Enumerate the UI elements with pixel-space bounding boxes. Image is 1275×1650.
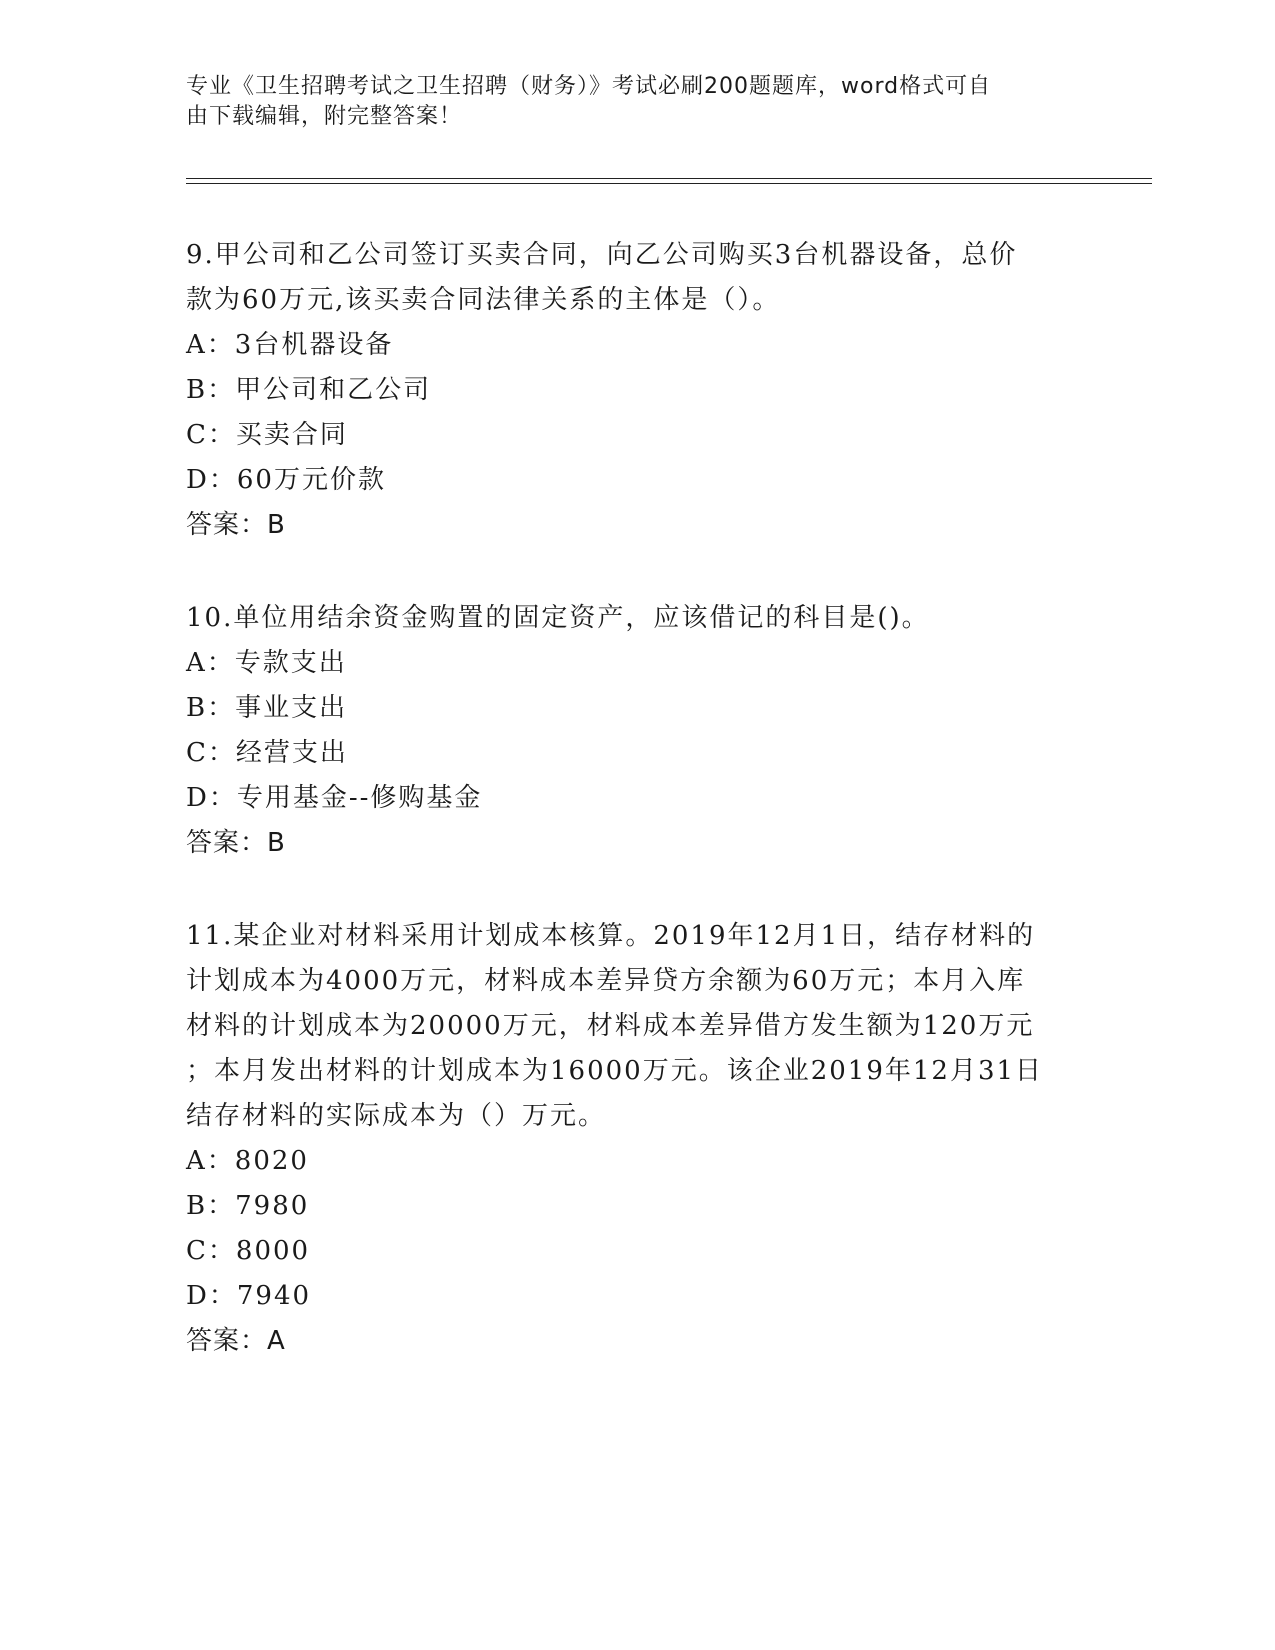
- option-text: 7940: [236, 1281, 312, 1311]
- option-text: 8020: [234, 1146, 309, 1176]
- option-key: C：: [186, 420, 236, 450]
- document-header: [186, 72, 1066, 132]
- option-d: [186, 1274, 1066, 1319]
- option-key: C：: [186, 1236, 236, 1266]
- option-d: [186, 776, 1066, 821]
- option-c: [186, 1229, 1066, 1274]
- option-key: D：: [186, 1281, 237, 1311]
- option-key: D：: [186, 465, 237, 495]
- question-stem-line: 款为60万元,该买卖合同法律关系的主体是（）。: [186, 285, 781, 315]
- option-a: [186, 641, 1066, 686]
- option-c: [186, 731, 1066, 776]
- question-11: [186, 914, 1066, 1364]
- option-text: 买卖合同: [235, 420, 348, 450]
- option-d: [186, 458, 1066, 503]
- question-stem-line: 9.甲公司和乙公司签订买卖合同，向乙公司购买3台机器设备，总价: [186, 240, 1018, 270]
- option-text: 经营支出: [235, 738, 348, 768]
- option-text: 7980: [235, 1191, 310, 1221]
- option-text: 事业支出: [235, 693, 348, 723]
- option-key: B：: [186, 375, 236, 405]
- option-key: A：: [186, 1146, 235, 1176]
- header-line-2: 由下载编辑，附完整答案！: [186, 104, 463, 129]
- answer-line: 答案：B: [186, 510, 286, 540]
- question-10: [186, 596, 1066, 866]
- question-9: [186, 233, 1066, 548]
- question-stem-line: 计划成本为4000万元，材料成本差异贷方余额为60万元；本月入库: [186, 966, 1026, 996]
- option-key: C：: [186, 738, 236, 768]
- option-key: A：: [186, 648, 235, 678]
- header-divider-top: [186, 178, 1152, 179]
- question-stem-line: 结存材料的实际成本为（）万元。: [186, 1101, 607, 1131]
- option-key: A：: [186, 330, 235, 360]
- option-a: [186, 1139, 1066, 1184]
- question-stem-line: 11.某企业对材料采用计划成本核算。2019年12月1日，结存材料的: [186, 921, 1036, 951]
- option-text: 8000: [235, 1236, 311, 1266]
- question-stem-line: 材料的计划成本为20000万元，材料成本差异借方发生额为120万元: [186, 1011, 1035, 1041]
- header-line-1: 专业《卫生招聘考试之卫生招聘（财务）》考试必刷200题题库，word格式可自: [186, 74, 992, 99]
- option-text: 专用基金--修购基金: [236, 783, 483, 813]
- option-text: 3台机器设备: [234, 330, 394, 360]
- question-stem-line: ；本月发出材料的计划成本为16000万元。该企业2019年12月31日: [186, 1056, 1044, 1086]
- question-stem-line: 10.单位用结余资金购置的固定资产，应该借记的科目是()。: [186, 603, 930, 633]
- option-text: 甲公司和乙公司: [235, 375, 432, 405]
- option-b: [186, 686, 1066, 731]
- option-key: B：: [186, 693, 236, 723]
- option-b: [186, 1184, 1066, 1229]
- option-text: 60万元价款: [236, 465, 386, 495]
- option-text: 专款支出: [234, 648, 347, 678]
- answer-line: 答案：B: [186, 828, 286, 858]
- option-key: D：: [186, 783, 237, 813]
- option-c: [186, 413, 1066, 458]
- option-a: [186, 323, 1066, 368]
- option-b: [186, 368, 1066, 413]
- option-key: B：: [186, 1191, 236, 1221]
- answer-line: 答案：A: [186, 1326, 286, 1356]
- header-divider-bottom: [186, 183, 1152, 184]
